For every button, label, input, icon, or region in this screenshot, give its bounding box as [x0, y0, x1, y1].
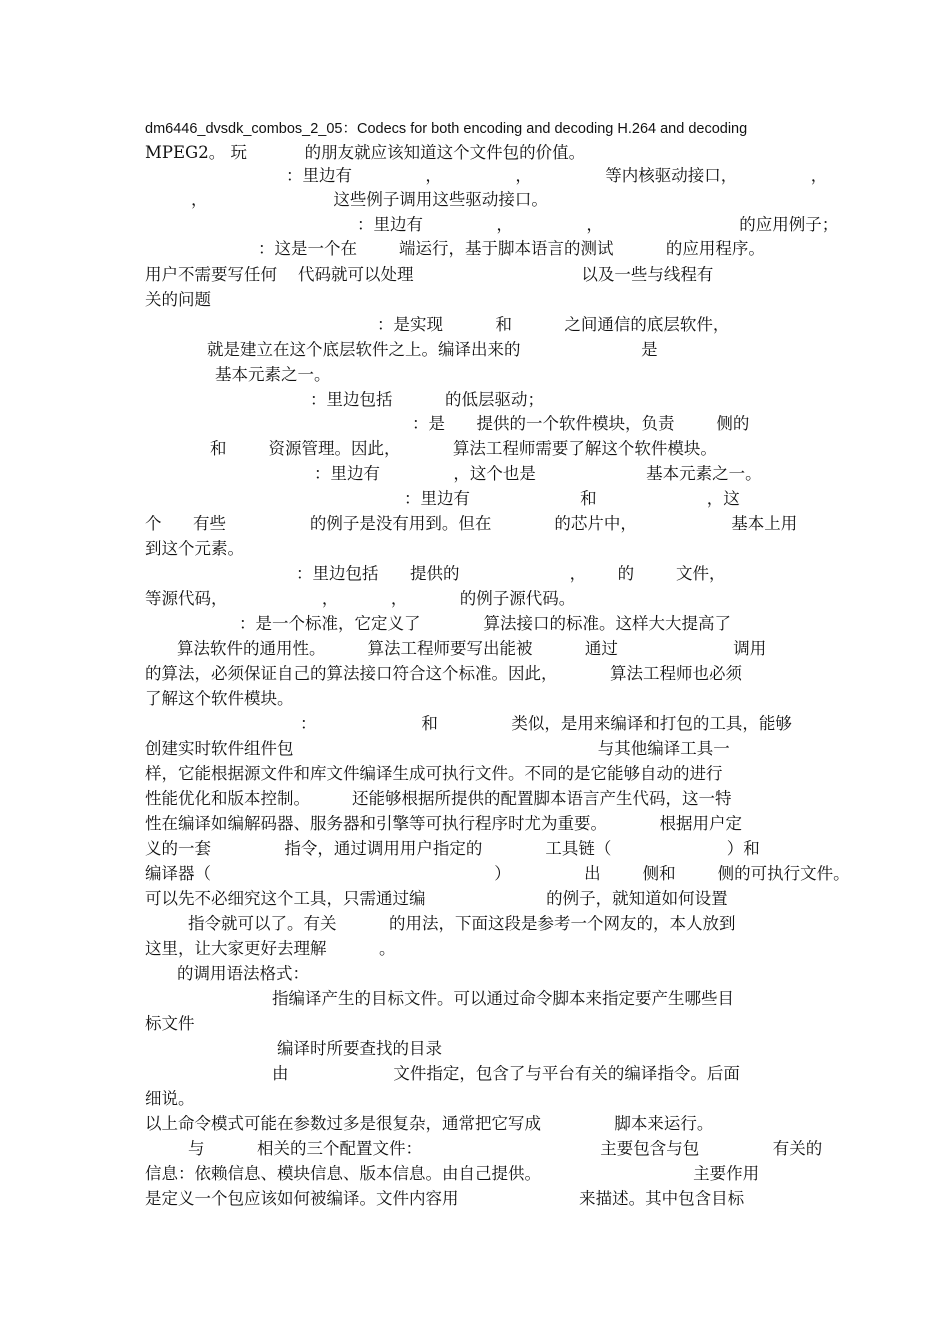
text-line: 的算法，必须保证自己的算法接口符合这个标准。因此， 算法工程师也必须 [145, 664, 742, 683]
text-line: 细说。 [145, 1089, 195, 1108]
text-line: 义的一套 指令，通过调用用户指定的 工具链（ ）和 [145, 839, 760, 858]
text-line: 以上命令模式可能在参数过多是很复杂，通常把它写成 脚本来运行。 [145, 1114, 714, 1133]
text-line: 就是建立在这个底层软件之上。编译出来的 是 [207, 340, 658, 359]
text-line: 指编译产生的目标文件。可以通过命令脚本来指定要产生哪些目 [272, 989, 734, 1008]
text-line: 等源代码， ， ， 的例子源代码。 [145, 589, 576, 608]
text-line: ：这是一个在 端运行，基于脚本语言的测试 的应用程序。 [258, 239, 765, 258]
text-line: ， 这些例子调用这些驱动接口。 [191, 190, 548, 209]
text-line: 和 资源管理。因此， 算法工程师需要了解这个软件模块。 [210, 439, 717, 458]
text-line: ：里边有 ， ， 的应用例子； [357, 215, 839, 234]
text-line: ：是一个标准，它定义了 算法接口的标准。这样大大提高了 [239, 614, 731, 633]
text-line: 可以先不必细究这个工具，只需通过编 的例子，就知道如何设置 [145, 889, 728, 908]
text-line: 性能优化和版本控制。 还能够根据所提供的配置脚本语言产生代码，这一特 [145, 789, 732, 808]
text-line: ：里边包括 提供的 ， 的 文件， [296, 564, 726, 583]
text-line: ：里边包括 的低层驱动； [310, 390, 544, 409]
text-line: ： 和 类似，是用来编译和打包的工具，能够 [300, 714, 792, 733]
text-line: 了解这个软件模块。 [145, 689, 294, 708]
text-line: 编译器（ ） 出 侧和 侧的可执行文件。 [145, 864, 850, 883]
text-line: 个 有些 的例子是没有用到。但在 的芯片中， 基本上用 [145, 514, 798, 533]
text-line: 的调用语法格式： [177, 964, 309, 983]
text-line: 这里，让大家更好去理解 。 [145, 939, 396, 958]
text-line: 用户不需要写任何 代码就可以处理 以及一些与线程有 [145, 265, 714, 284]
text-line: MPEG2。 玩 的朋友就应该知道这个文件包的价值。 [145, 143, 586, 162]
text-line: 到这个元素。 [145, 539, 244, 558]
text-line: 指令就可以了。有关 的用法，下面这段是参考一个网友的，本人放到 [188, 914, 736, 933]
text-line: 与 相关的三个配置文件： 主要包含与包 有关的 [188, 1139, 823, 1158]
text-line: 信息：依赖信息、模块信息、版本信息。由自己提供。 主要作用 [145, 1164, 760, 1183]
text-line: ：里边有 和 ，这 [404, 489, 740, 508]
text-line: 由 文件指定，包含了与平台有关的编译指令。后面 [272, 1064, 740, 1083]
text-line: 算法软件的通用性。 算法工程师要写出能被 通过 调用 [177, 639, 767, 658]
text-line: 标文件 [145, 1014, 195, 1033]
text-line: dm6446_dvsdk_combos_2_05：Codecs for both encoding and decoding H.264 and decoding [145, 121, 748, 137]
text-line: ：里边有 ，这个也是 基本元素之一。 [314, 464, 762, 483]
text-line: 是定义一个包应该如何被编译。文件内容用 来描述。其中包含目标 [145, 1189, 745, 1208]
text-line: ：里边有 ， ， 等内核驱动接口， ， [286, 166, 828, 185]
text-line: ：是 提供的一个软件模块，负责 侧的 [412, 414, 750, 433]
text-line: 样，它能根据源文件和库文件编译生成可执行文件。不同的是它能够自动的进行 [145, 764, 723, 783]
text-line: ：是实现 和 之间通信的底层软件， [377, 315, 730, 334]
text-line: 关的问题 [145, 290, 211, 309]
text-line: 创建实时软件组件包 与其他编译工具一 [145, 739, 730, 758]
text-line: 基本元素之一。 [215, 365, 331, 384]
text-line: 编译时所要查找的目录 [277, 1039, 442, 1058]
text-line: 性在编译如编解码器、服务器和引擎等可执行程序时尤为重要。 根据用户定 [145, 814, 742, 833]
